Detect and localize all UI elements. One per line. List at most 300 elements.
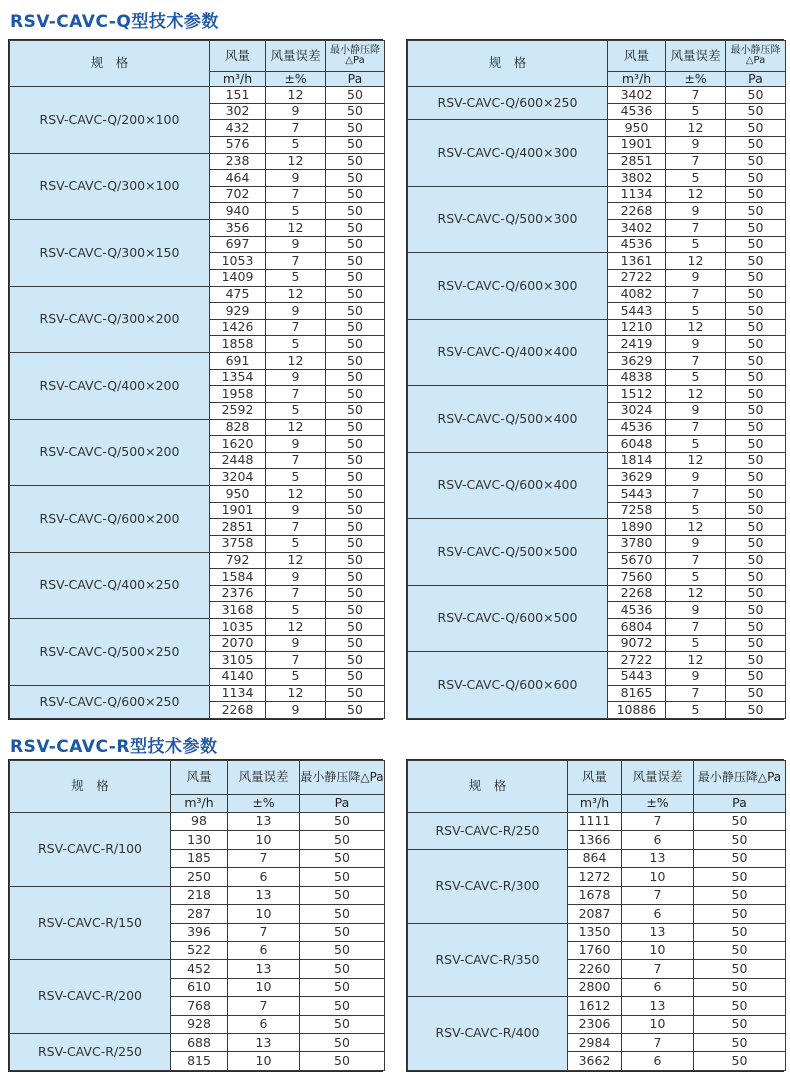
error-value-cell: 7 — [666, 619, 726, 636]
pressure-unit: Pa — [300, 795, 385, 813]
pressure-value-cell: 50 — [726, 569, 786, 586]
pressure-value-cell: 50 — [300, 1034, 385, 1052]
error-value-cell: 7 — [666, 87, 726, 104]
flow-value-cell: 1426 — [210, 319, 266, 336]
table-row — [10, 286, 385, 303]
error-value-cell: 7 — [666, 685, 726, 702]
error-header: 风量误差 — [666, 41, 726, 72]
flow-value-cell: 1901 — [210, 502, 266, 519]
flow-value-cell: 5670 — [608, 552, 666, 569]
pressure-value-cell: 50 — [300, 941, 385, 959]
spec-header: 规 格 — [10, 761, 171, 813]
pressure-value-cell: 50 — [726, 452, 786, 469]
flow-value-cell: 697 — [210, 236, 266, 253]
error-value-cell: 9 — [266, 436, 326, 453]
pressure-value-cell: 50 — [326, 635, 385, 652]
flow-value-cell: 4536 — [608, 103, 666, 120]
error-value-cell: 12 — [666, 386, 726, 403]
pressure-value-cell: 50 — [326, 619, 385, 636]
pressure-value-cell: 50 — [726, 502, 786, 519]
table-row — [408, 813, 786, 831]
pressure-value-cell: 50 — [326, 369, 385, 386]
flow-value-cell: 3168 — [210, 602, 266, 619]
pressure-value-cell: 50 — [326, 269, 385, 286]
flow-value-cell: 691 — [210, 353, 266, 370]
pressure-value-cell: 50 — [326, 668, 385, 685]
error-value-cell: 12 — [666, 120, 726, 137]
pressure-value-cell: 50 — [326, 120, 385, 137]
flow-value-cell: 2851 — [210, 519, 266, 536]
pressure-value-cell: 50 — [300, 868, 385, 886]
flow-value-cell: 2268 — [210, 702, 266, 719]
error-value-cell: 5 — [666, 236, 726, 253]
table-row — [10, 419, 385, 436]
flow-header: 风量 — [608, 41, 666, 72]
error-value-cell: 7 — [266, 253, 326, 270]
flow-value-cell: 768 — [171, 997, 228, 1015]
flow-value-cell: 522 — [171, 941, 228, 959]
flow-value-cell: 6048 — [608, 436, 666, 453]
error-value-cell: 12 — [666, 652, 726, 669]
flow-value-cell: 218 — [171, 886, 228, 904]
flow-value-cell: 928 — [171, 1015, 228, 1033]
pressure-value-cell: 50 — [726, 668, 786, 685]
pressure-value-cell: 50 — [726, 87, 786, 104]
pressure-value-cell: 50 — [326, 552, 385, 569]
flow-value-cell: 9072 — [608, 635, 666, 652]
pressure-value-cell: 50 — [326, 353, 385, 370]
error-value-cell: 9 — [266, 236, 326, 253]
model-spec-cell: RSV-CAVC-R/200 — [10, 960, 171, 1034]
pressure-value-cell: 50 — [726, 303, 786, 320]
flow-value-cell: 452 — [171, 960, 228, 978]
flow-value-cell: 2800 — [568, 978, 622, 996]
table-row — [10, 1034, 385, 1052]
model-spec-cell: RSV-CAVC-Q/600×250 — [408, 87, 608, 120]
flow-value-cell: 8165 — [608, 685, 666, 702]
table-row — [10, 685, 385, 702]
error-value-cell: 13 — [622, 849, 694, 867]
pressure-value-cell: 50 — [694, 868, 786, 886]
error-header: 风量误差 — [228, 761, 300, 795]
r-left-spec-table — [9, 760, 385, 1071]
pressure-value-cell: 50 — [726, 602, 786, 619]
model-spec-cell: RSV-CAVC-Q/500×250 — [10, 619, 210, 686]
error-value-cell: 6 — [622, 831, 694, 849]
pressure-value-cell: 50 — [694, 978, 786, 996]
flow-value-cell: 7560 — [608, 569, 666, 586]
error-value-cell: 6 — [228, 941, 300, 959]
pressure-value-cell: 50 — [694, 997, 786, 1015]
pressure-value-cell: 50 — [326, 153, 385, 170]
model-spec-cell: RSV-CAVC-R/400 — [408, 997, 568, 1071]
flow-value-cell: 2268 — [608, 585, 666, 602]
flow-value-cell: 950 — [608, 120, 666, 137]
model-spec-cell: RSV-CAVC-Q/600×500 — [408, 585, 608, 652]
error-value-cell: 5 — [266, 336, 326, 353]
flow-value-cell: 3629 — [608, 353, 666, 370]
model-spec-cell: RSV-CAVC-R/150 — [10, 886, 171, 960]
model-spec-cell: RSV-CAVC-Q/600×300 — [408, 253, 608, 320]
flow-value-cell: 1053 — [210, 253, 266, 270]
pressure-value-cell: 50 — [726, 170, 786, 187]
pressure-value-cell: 50 — [694, 1052, 786, 1071]
error-value-cell: 5 — [666, 569, 726, 586]
error-value-cell: 7 — [228, 849, 300, 867]
model-spec-cell: RSV-CAVC-Q/500×500 — [408, 519, 608, 586]
pressure-value-cell: 50 — [726, 203, 786, 220]
pressure-value-cell: 50 — [726, 685, 786, 702]
flow-value-cell: 2851 — [608, 153, 666, 170]
error-value-cell: 5 — [666, 436, 726, 453]
error-value-cell: 6 — [622, 905, 694, 923]
flow-value-cell: 4140 — [210, 668, 266, 685]
error-value-cell: 13 — [228, 960, 300, 978]
r-right-spec-table — [407, 760, 786, 1071]
flow-value-cell: 3105 — [210, 652, 266, 669]
error-value-cell: 12 — [666, 452, 726, 469]
error-value-cell: 9 — [666, 269, 726, 286]
error-value-cell: 7 — [666, 419, 726, 436]
error-value-cell: 5 — [266, 269, 326, 286]
pressure-value-cell: 50 — [300, 978, 385, 996]
flow-header: 风量 — [568, 761, 622, 795]
q-table-left — [8, 39, 383, 720]
pressure-value-cell: 50 — [726, 369, 786, 386]
pressure-value-cell: 50 — [300, 831, 385, 849]
table-row — [10, 353, 385, 370]
error-value-cell: 6 — [228, 1015, 300, 1033]
pressure-value-cell: 50 — [326, 170, 385, 187]
pressure-value-cell: 50 — [300, 1015, 385, 1033]
flow-value-cell: 1361 — [608, 253, 666, 270]
flow-value-cell: 98 — [171, 813, 228, 831]
flow-value-cell: 940 — [210, 203, 266, 220]
model-spec-cell: RSV-CAVC-R/250 — [10, 1034, 171, 1071]
flow-value-cell: 3629 — [608, 469, 666, 486]
flow-value-cell: 1620 — [210, 436, 266, 453]
error-value-cell: 5 — [266, 469, 326, 486]
pressure-value-cell: 50 — [726, 353, 786, 370]
model-spec-cell: RSV-CAVC-Q/600×200 — [10, 486, 210, 553]
flow-value-cell: 475 — [210, 286, 266, 303]
flow-value-cell: 1512 — [608, 386, 666, 403]
pressure-value-cell: 50 — [694, 905, 786, 923]
model-spec-cell: RSV-CAVC-R/250 — [408, 813, 568, 850]
table-row — [408, 386, 786, 403]
flow-value-cell: 815 — [171, 1052, 228, 1071]
flow-value-cell: 1134 — [608, 186, 666, 203]
pressure-value-cell: 50 — [726, 286, 786, 303]
error-value-cell: 10 — [622, 1015, 694, 1033]
flow-value-cell: 185 — [171, 849, 228, 867]
error-value-cell: 7 — [622, 886, 694, 904]
pressure-value-cell: 50 — [726, 519, 786, 536]
flow-value-cell: 3662 — [568, 1052, 622, 1071]
pressure-value-cell: 50 — [300, 960, 385, 978]
error-value-cell: 9 — [666, 402, 726, 419]
flow-value-cell: 151 — [210, 87, 266, 104]
error-value-cell: 13 — [622, 997, 694, 1015]
pressure-value-cell: 50 — [326, 402, 385, 419]
error-value-cell: 12 — [666, 186, 726, 203]
r-section-title: RSV-CAVC-R型技术参数 — [10, 737, 218, 757]
error-value-cell: 7 — [266, 319, 326, 336]
error-value-cell: 12 — [666, 319, 726, 336]
pressure-value-cell: 50 — [326, 303, 385, 320]
pressure-value-cell: 50 — [326, 103, 385, 120]
pressure-value-cell: 50 — [726, 120, 786, 137]
error-value-cell: 9 — [266, 369, 326, 386]
pressure-value-cell: 50 — [694, 813, 786, 831]
flow-header: 风量 — [171, 761, 228, 795]
error-value-cell: 13 — [228, 1034, 300, 1052]
error-value-cell: 5 — [266, 136, 326, 153]
flow-value-cell: 2260 — [568, 960, 622, 978]
error-value-cell: 7 — [266, 186, 326, 203]
flow-value-cell: 792 — [210, 552, 266, 569]
error-value-cell: 5 — [266, 602, 326, 619]
pressure-value-cell: 50 — [300, 905, 385, 923]
pressure-value-cell: 50 — [326, 236, 385, 253]
model-spec-cell: RSV-CAVC-Q/600×400 — [408, 452, 608, 519]
flow-value-cell: 1760 — [568, 941, 622, 959]
table-body — [10, 87, 385, 719]
flow-value-cell: 702 — [210, 186, 266, 203]
flow-value-cell: 1366 — [568, 831, 622, 849]
error-unit: ±% — [228, 795, 300, 813]
error-value-cell: 6 — [228, 868, 300, 886]
pressure-value-cell: 50 — [326, 203, 385, 220]
pressure-value-cell: 50 — [726, 253, 786, 270]
error-value-cell: 12 — [266, 153, 326, 170]
flow-value-cell: 3402 — [608, 220, 666, 237]
pressure-value-cell: 50 — [326, 519, 385, 536]
flow-value-cell: 1409 — [210, 269, 266, 286]
model-spec-cell: RSV-CAVC-Q/500×300 — [408, 186, 608, 253]
pressure-value-cell: 50 — [694, 923, 786, 941]
pressure-value-cell: 50 — [300, 813, 385, 831]
pressure-unit: Pa — [326, 72, 385, 87]
pressure-value-cell: 50 — [326, 602, 385, 619]
error-value-cell: 10 — [228, 831, 300, 849]
table-row — [10, 486, 385, 503]
flow-value-cell: 2592 — [210, 402, 266, 419]
pressure-value-cell: 50 — [326, 87, 385, 104]
flow-value-cell: 4838 — [608, 369, 666, 386]
flow-value-cell: 5443 — [608, 303, 666, 320]
flow-value-cell: 929 — [210, 303, 266, 320]
flow-value-cell: 287 — [171, 905, 228, 923]
error-value-cell: 7 — [622, 1034, 694, 1052]
pressure-value-cell: 50 — [326, 486, 385, 503]
table-row — [408, 652, 786, 669]
pressure-value-cell: 50 — [726, 436, 786, 453]
table-row — [10, 960, 385, 978]
error-value-cell: 12 — [666, 519, 726, 536]
table-row — [408, 87, 786, 104]
flow-value-cell: 2087 — [568, 905, 622, 923]
pressure-value-cell: 50 — [726, 585, 786, 602]
pressure-value-cell: 50 — [326, 685, 385, 702]
flow-value-cell: 688 — [171, 1034, 228, 1052]
flow-value-cell: 250 — [171, 868, 228, 886]
error-value-cell: 12 — [266, 552, 326, 569]
pressure-value-cell: 50 — [726, 336, 786, 353]
pressure-value-cell: 50 — [300, 849, 385, 867]
table-row — [408, 319, 786, 336]
flow-value-cell: 130 — [171, 831, 228, 849]
flow-value-cell: 2268 — [608, 203, 666, 220]
error-value-cell: 5 — [266, 402, 326, 419]
error-unit: ±% — [666, 72, 726, 87]
table-row — [10, 87, 385, 104]
flow-value-cell: 1678 — [568, 886, 622, 904]
pressure-value-cell: 50 — [726, 535, 786, 552]
q-section-title: RSV-CAVC-Q型技术参数 — [10, 12, 219, 32]
error-value-cell: 6 — [622, 1052, 694, 1071]
flow-value-cell: 1958 — [210, 386, 266, 403]
pressure-value-cell: 50 — [726, 469, 786, 486]
table-row — [10, 813, 385, 831]
error-value-cell: 7 — [228, 923, 300, 941]
error-value-cell: 7 — [666, 486, 726, 503]
table-row — [408, 923, 786, 941]
error-value-cell: 9 — [266, 170, 326, 187]
flow-value-cell: 2448 — [210, 452, 266, 469]
error-value-cell: 9 — [666, 602, 726, 619]
pressure-value-cell: 50 — [326, 569, 385, 586]
flow-value-cell: 302 — [210, 103, 266, 120]
pressure-value-cell: 50 — [726, 236, 786, 253]
error-value-cell: 7 — [266, 120, 326, 137]
pressure-value-cell: 50 — [726, 153, 786, 170]
model-spec-cell: RSV-CAVC-R/300 — [408, 849, 568, 923]
error-value-cell: 7 — [266, 585, 326, 602]
flow-value-cell: 610 — [171, 978, 228, 996]
error-value-cell: 10 — [228, 1052, 300, 1071]
flow-value-cell: 1134 — [210, 685, 266, 702]
flow-value-cell: 1210 — [608, 319, 666, 336]
pressure-unit: Pa — [694, 795, 786, 813]
flow-value-cell: 2376 — [210, 585, 266, 602]
error-value-cell: 7 — [666, 353, 726, 370]
error-value-cell: 7 — [666, 220, 726, 237]
flow-value-cell: 950 — [210, 486, 266, 503]
flow-value-cell: 3780 — [608, 535, 666, 552]
flow-value-cell: 356 — [210, 220, 266, 237]
r-table-left — [8, 759, 383, 1072]
pressure-unit: Pa — [726, 72, 786, 87]
flow-value-cell: 1612 — [568, 997, 622, 1015]
flow-value-cell: 432 — [210, 120, 266, 137]
error-value-cell: 12 — [666, 253, 726, 270]
flow-value-cell: 464 — [210, 170, 266, 187]
pressure-value-cell: 50 — [726, 702, 786, 719]
pressure-value-cell: 50 — [326, 452, 385, 469]
pressure-value-cell: 50 — [326, 436, 385, 453]
error-value-cell: 13 — [228, 886, 300, 904]
table-body — [408, 87, 786, 719]
error-value-cell: 5 — [266, 203, 326, 220]
model-spec-cell: RSV-CAVC-Q/400×300 — [408, 120, 608, 187]
flow-value-cell: 3024 — [608, 402, 666, 419]
model-spec-cell: RSV-CAVC-Q/400×400 — [408, 319, 608, 386]
model-spec-cell: RSV-CAVC-Q/400×200 — [10, 353, 210, 420]
error-value-cell: 12 — [666, 585, 726, 602]
error-value-cell: 12 — [266, 486, 326, 503]
model-spec-cell: RSV-CAVC-Q/300×100 — [10, 153, 210, 220]
error-value-cell: 9 — [266, 502, 326, 519]
pressure-value-cell: 50 — [726, 269, 786, 286]
error-value-cell: 9 — [666, 469, 726, 486]
flow-value-cell: 5443 — [608, 486, 666, 503]
pressure-value-cell: 50 — [326, 220, 385, 237]
flow-value-cell: 3758 — [210, 535, 266, 552]
q-right-spec-table — [407, 40, 786, 719]
error-value-cell: 9 — [266, 569, 326, 586]
error-value-cell: 5 — [666, 170, 726, 187]
error-value-cell: 7 — [266, 452, 326, 469]
pressure-value-cell: 50 — [694, 886, 786, 904]
pressure-value-cell: 50 — [326, 186, 385, 203]
flow-value-cell: 3402 — [608, 87, 666, 104]
error-value-cell: 9 — [266, 103, 326, 120]
error-value-cell: 7 — [666, 153, 726, 170]
error-value-cell: 7 — [622, 813, 694, 831]
table-row — [10, 619, 385, 636]
pressure-value-cell: 50 — [326, 286, 385, 303]
table-row — [408, 120, 786, 137]
table-row — [408, 452, 786, 469]
pressure-value-cell: 50 — [726, 103, 786, 120]
pressure-value-cell: 50 — [300, 997, 385, 1015]
flow-value-cell: 1814 — [608, 452, 666, 469]
pressure-value-cell: 50 — [694, 1034, 786, 1052]
error-value-cell: 10 — [622, 868, 694, 886]
flow-value-cell: 1035 — [210, 619, 266, 636]
error-value-cell: 9 — [666, 136, 726, 153]
flow-unit: m³/h — [171, 795, 228, 813]
table-body — [408, 813, 786, 1071]
spec-header: 规 格 — [10, 41, 210, 87]
pressure-value-cell: 50 — [326, 502, 385, 519]
error-value-cell: 12 — [266, 87, 326, 104]
pressure-header: 最小静压降△Pa — [694, 761, 786, 795]
flow-value-cell: 4536 — [608, 602, 666, 619]
r-table-right — [406, 759, 784, 1072]
model-spec-cell: RSV-CAVC-R/100 — [10, 813, 171, 887]
error-value-cell: 9 — [666, 203, 726, 220]
pressure-header: 最小静压降△Pa — [300, 761, 385, 795]
model-spec-cell: RSV-CAVC-Q/300×200 — [10, 286, 210, 353]
model-spec-cell: RSV-CAVC-R/350 — [408, 923, 568, 997]
pressure-value-cell: 50 — [726, 136, 786, 153]
error-value-cell: 9 — [666, 535, 726, 552]
error-value-cell: 10 — [228, 905, 300, 923]
pressure-value-cell: 50 — [326, 386, 385, 403]
table-row — [408, 585, 786, 602]
table-row — [408, 849, 786, 867]
flow-header: 风量 — [210, 41, 266, 72]
flow-unit: m³/h — [608, 72, 666, 87]
model-spec-cell: RSV-CAVC-Q/500×200 — [10, 419, 210, 486]
pressure-value-cell: 50 — [326, 336, 385, 353]
table-row — [10, 220, 385, 237]
error-value-cell: 5 — [666, 103, 726, 120]
error-value-cell: 10 — [622, 941, 694, 959]
table-row — [408, 186, 786, 203]
